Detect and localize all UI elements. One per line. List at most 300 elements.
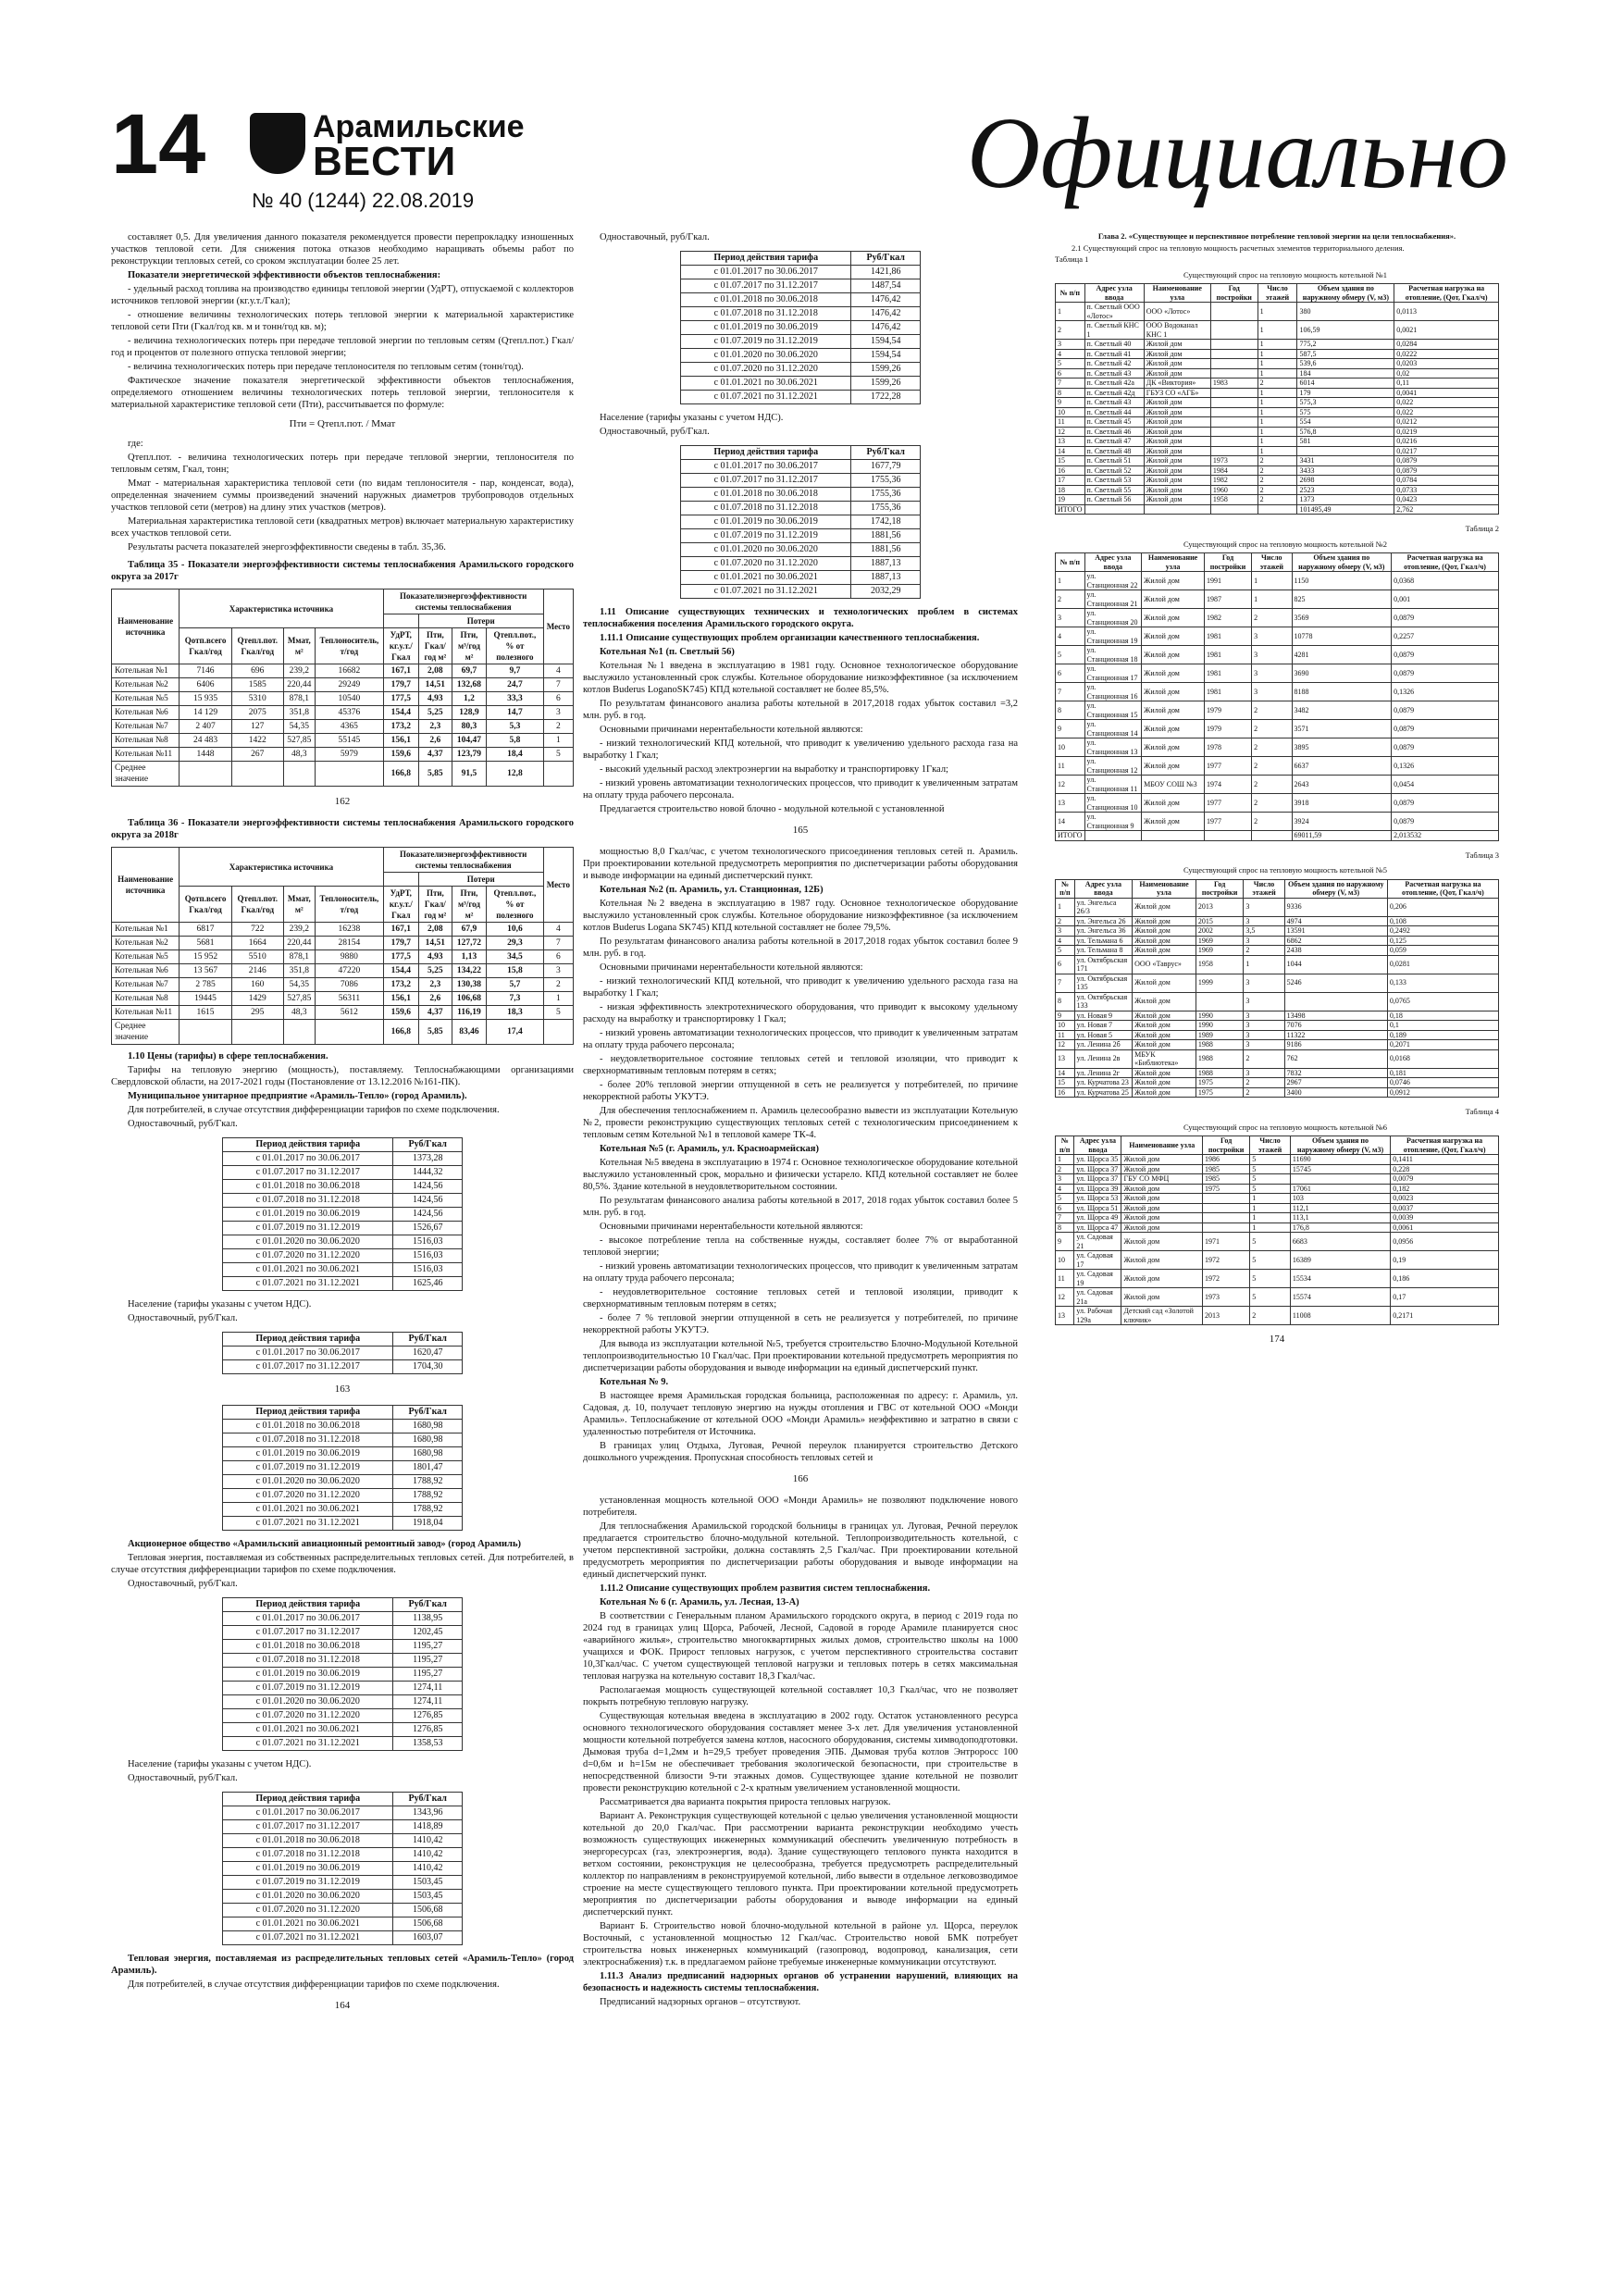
table-cell: Котельная №7: [112, 720, 180, 734]
table-cell: 1526,67: [393, 1222, 463, 1235]
table-cell: 7: [1056, 974, 1075, 992]
section-heading: 1.11.1 Описание существующих проблем организации качественного теплоснабжения.: [600, 633, 980, 643]
tariff-table: [222, 1792, 463, 1945]
table-cell: Жилой дом: [1144, 407, 1210, 417]
column-header: Период действия тарифа: [223, 1793, 393, 1806]
table-cell: ИТОГО: [1056, 831, 1085, 841]
table-cell: 0,0733: [1394, 485, 1499, 495]
table-row: [1056, 664, 1499, 683]
table-cell: 1: [543, 992, 573, 1006]
table-cell: 0,0217: [1394, 446, 1499, 456]
table-cell: 177,5: [383, 692, 418, 706]
tariff-table: [680, 251, 921, 404]
table-total-row: [1056, 504, 1499, 515]
table-row: [1056, 321, 1499, 340]
table-row: [223, 1347, 463, 1360]
table-cell: 1: [1258, 417, 1297, 428]
table-cell: 2523: [1297, 485, 1394, 495]
table-cell: 19445: [180, 992, 232, 1006]
table-cell: 576,8: [1297, 427, 1394, 437]
page-mark: 165: [792, 825, 809, 836]
column-header: Наименование узла: [1142, 553, 1205, 572]
table-row: [1056, 1030, 1499, 1040]
table-cell: [1258, 504, 1297, 515]
column-header: Наименование узла: [1133, 879, 1196, 898]
paragraph: установленная мощность котельной ООО «Монди Арамиль» не позволяют подключение нового потребителя.: [583, 1496, 1018, 1518]
table-cell: 0,125: [1387, 936, 1498, 946]
table-cell: 6817: [180, 923, 232, 937]
table-cell: 10: [1056, 407, 1085, 417]
table-cell: п. Светлый 51: [1084, 456, 1144, 466]
table-cell: ул. Тельмана 6: [1074, 936, 1132, 946]
table-cell: с 01.01.2020 по 30.06.2020: [223, 1890, 393, 1904]
table-row: [223, 1876, 463, 1890]
table-cell: 3: [1244, 1011, 1284, 1021]
table-cell: 2,762: [1394, 504, 1499, 515]
table-row: [112, 734, 574, 748]
newspaper-logo: [250, 107, 525, 191]
section-heading: 1.11.2 Описание существующих проблем развития систем теплоснабжения.: [600, 1583, 931, 1594]
table-cell: п. Светлый 42д: [1084, 388, 1144, 398]
table-cell: 0,0879: [1394, 456, 1499, 466]
table-row: [1056, 974, 1499, 992]
table-cell: 13 567: [180, 964, 232, 978]
table-row: [223, 1420, 463, 1433]
boiler-9-text-cont: [583, 1495, 1018, 1581]
column-header: Характеристика источника: [180, 590, 384, 628]
paragraph: Котельная №1 введена в эксплуатацию в 1981 году. Основное технологическое оборудование выслужило установленный срок службы. Котельное оборудование низкоэффективное (за исключением котлов Buderus LoganoSK745) КПД котельной составляет не более 85,5%.: [583, 661, 1018, 695]
tariff-table: [222, 1332, 463, 1374]
table-cell: Котельная №8: [112, 992, 180, 1006]
table-cell: Котельная №11: [112, 1006, 180, 1020]
table-cell: с 01.07.2021 по 31.12.2021: [223, 1517, 393, 1531]
table-cell: 2075: [231, 706, 283, 720]
table-cell: п. Светлый ООО «Лотос»: [1084, 303, 1144, 321]
column-header: Пти, м³/год м²: [452, 887, 486, 923]
table-cell: 11322: [1284, 1030, 1387, 1040]
table-36-caption: Таблица 36 - Показатели энергоэффективности системы теплоснабжения Арамильского городского округа за 2018г: [111, 818, 574, 840]
table-cell: 48,3: [283, 748, 315, 762]
table-row: [1056, 946, 1499, 956]
column-header: Руб/Гкал: [851, 252, 921, 266]
table-cell: 4,37: [418, 1006, 452, 1020]
table-cell: Жилой дом: [1142, 627, 1205, 646]
table-row: [223, 1180, 463, 1194]
table-cell: [1210, 437, 1258, 447]
table-cell: 9: [1056, 398, 1085, 408]
table-cell: 4: [1056, 1184, 1074, 1194]
table-cell: 12: [1056, 1040, 1075, 1050]
table-cell: ул. Щорса 37: [1074, 1164, 1121, 1174]
table-cell: 91,5: [452, 762, 486, 787]
table-cell: 154,4: [383, 706, 418, 720]
table-cell: 3: [1244, 1030, 1284, 1040]
table-cell: Котельная №6: [112, 706, 180, 720]
table-cell: 1603,07: [393, 1931, 463, 1945]
table-cell: 1979: [1204, 720, 1251, 738]
table-cell: 56311: [316, 992, 384, 1006]
page-mark: 166: [792, 1473, 809, 1484]
table-cell: ул. Станционная 16: [1084, 683, 1142, 701]
table-cell: 0,022: [1394, 398, 1499, 408]
column-header: Пти, м³/год м²: [452, 628, 486, 664]
table-row: [1056, 1307, 1499, 1325]
table-cell: ул. Ленина 2в: [1074, 1049, 1132, 1068]
table-cell: Жилой дом: [1121, 1203, 1203, 1213]
table-cell: 4365: [316, 720, 384, 734]
paragraph: Фактическое значение показателя энергетической эффективности объектов теплоснабжения, определяемого отношением величины технологических потерь тепловой энергии, теплоносителя к материальной характеристике тепловой сети (Пти), рассчитывается по формуле:: [111, 376, 574, 410]
column-header: Расчетная нагрузка на отопление, (Qот, Гкал/ч): [1394, 284, 1499, 303]
table-cell: 3924: [1292, 813, 1392, 831]
table-cell: Жилой дом: [1144, 476, 1210, 486]
column-header: Qтепл.пот. Гкал/год: [231, 887, 283, 923]
table-row: [223, 1640, 463, 1654]
table-cell: 29,3: [487, 937, 544, 950]
table-cell: [1142, 831, 1205, 841]
table-cell: ул. Щорса 51: [1074, 1203, 1121, 1213]
table-cell: 3: [1252, 664, 1292, 683]
tariff-table: [222, 1597, 463, 1751]
table-cell: 11: [1056, 1270, 1074, 1288]
table-row: [681, 515, 921, 529]
table-cell: ул. Садовая 17: [1074, 1251, 1121, 1270]
table-cell: 1973: [1210, 456, 1258, 466]
table-cell: 3,5: [1244, 926, 1284, 937]
paragraph: Одноставочный, руб/Гкал.: [128, 1313, 238, 1323]
paragraph: Рассматривается два варианта покрытия прироста тепловых нагрузок.: [600, 1797, 891, 1807]
table-cell: 10: [1056, 1021, 1075, 1031]
table-cell: 14,7: [487, 706, 544, 720]
table-cell: 2: [1056, 916, 1075, 926]
table-cell: 5,85: [418, 762, 452, 787]
table-cell: 0,186: [1391, 1270, 1499, 1288]
table-cell: 1704,30: [393, 1360, 463, 1374]
table-cell: с 01.01.2020 по 30.06.2020: [223, 1235, 393, 1249]
paragraph: В настоящее время Арамильская городская больница, расположенная по адресу: г. Арамиль, ул. Садовая, д. 10, получает тепловую энергию на нужды отопления и ГВС от котельной ООО «Монди Арамиль». Теплоснабжение от котельной ООО «Монди Арамиль» неэффективно и затратно в связи с удаленностью потребителя от Источника.: [583, 1391, 1018, 1437]
table-cell: 0,0879: [1394, 465, 1499, 476]
table-cell: Жилой дом: [1144, 417, 1210, 428]
table-cell: [316, 1020, 384, 1045]
table-cell: 1986: [1203, 1155, 1250, 1165]
table-cell: 0,0746: [1387, 1078, 1498, 1088]
table-cell: с 01.01.2019 по 30.06.2019: [223, 1668, 393, 1682]
table-cell: 267: [231, 748, 283, 762]
column-header: Объем здания по наружному обмеру (V, м3): [1297, 284, 1394, 303]
table-cell: с 01.01.2017 по 30.06.2017: [681, 266, 851, 279]
table-cell: 15,8: [487, 964, 544, 978]
table-cell: с 01.01.2019 по 30.06.2019: [223, 1862, 393, 1876]
table-cell: 0,0423: [1394, 495, 1499, 505]
table-cell: [1210, 417, 1258, 428]
table-cell: 1506,68: [393, 1904, 463, 1917]
column-header: Период действия тарифа: [223, 1138, 393, 1152]
table-cell: 3: [1056, 609, 1085, 627]
table-cell: 3: [1252, 646, 1292, 664]
table-row: [1056, 1078, 1499, 1088]
column-header: Наименование источника: [112, 590, 180, 664]
table-row: [112, 678, 574, 692]
table-cell: п. Светлый 47: [1084, 437, 1144, 447]
table-cell: 10: [1056, 1251, 1074, 1270]
table-cell: 156,1: [383, 734, 418, 748]
table-cell: с 01.07.2020 по 31.12.2020: [681, 557, 851, 571]
table-cell: 11: [1056, 757, 1085, 776]
table-cell: 128,9: [452, 706, 486, 720]
table-cell: 4,93: [418, 950, 452, 964]
column-header: Mмат, м²: [283, 628, 315, 664]
table-row: [223, 1709, 463, 1723]
table-cell: 1: [1258, 427, 1297, 437]
table-cell: 5,25: [418, 706, 452, 720]
table-cell: 2: [1252, 701, 1292, 720]
table-cell: 0,0879: [1392, 720, 1499, 738]
column-header: Теплоноситель, т/год: [316, 628, 384, 664]
table-cell: [1144, 504, 1210, 515]
table-cell: 0,0284: [1394, 340, 1499, 350]
table-cell: 0,228: [1391, 1164, 1499, 1174]
table-cell: 5: [1250, 1174, 1291, 1185]
table-cell: Котельная №7: [112, 978, 180, 992]
table-row: [1056, 359, 1499, 369]
table-cell: ДК «Виктория»: [1144, 379, 1210, 389]
table-cell: 5612: [316, 1006, 384, 1020]
paragraph: - отношение величины технологических потерь тепловой энергии к материальной характеристике тепловой сети Пти (Гкал/год кв. м и тонн/год кв. м);: [111, 310, 574, 332]
table-cell: 4: [1056, 627, 1085, 646]
table-cell: 1599,26: [851, 377, 921, 391]
table-cell: 1: [1252, 590, 1292, 609]
paragraph: Для обеспечения теплоснабжением п. Арамиль целесообразно вывести из эксплуатации Котельную №2, провести реконструкцию существующих тепловых сетей с технологическим присоединением к тепловым сетям Котельной №1 в тепловой камере ТК-4.: [583, 1106, 1018, 1140]
table-cell: Котельная №1: [112, 664, 180, 678]
table-cell: с 01.07.2019 по 31.12.2019: [223, 1876, 393, 1890]
table-row: [1056, 916, 1499, 926]
table-cell: 2: [1258, 485, 1297, 495]
paragraph: - низкий технологический КПД котельной, что приводит к увеличению удельного расхода газа на выработку 1 Гкал;: [583, 738, 1018, 761]
table-cell: 5,3: [487, 720, 544, 734]
table-cell: [1210, 349, 1258, 359]
table-cell: 0,133: [1387, 974, 1498, 992]
table-row: [1056, 1174, 1499, 1185]
table-row: [223, 1806, 463, 1820]
table-cell: 0,022: [1394, 407, 1499, 417]
table-cell: Жилой дом: [1142, 683, 1205, 701]
table-cell: с 01.07.2018 по 31.12.2018: [223, 1654, 393, 1668]
paragraph: - низкий уровень автоматизации технологических процессов, что приводит к увеличенным затратам на оплату труда рабочего персонала.: [583, 778, 1018, 800]
table-cell: ул. Станционная 9: [1084, 813, 1142, 831]
table-cell: 1680,98: [393, 1433, 463, 1447]
table-cell: 1615: [180, 1006, 232, 1020]
definitions-list: [111, 452, 574, 553]
table-cell: 1274,11: [393, 1682, 463, 1695]
column-header: Расчетная нагрузка на отопление, (Qот, Гкал/ч): [1387, 879, 1498, 898]
paragraph: где:: [128, 439, 143, 449]
table-cell: 2015: [1196, 916, 1244, 926]
table-cell: 123,79: [452, 748, 486, 762]
table-title: Существующий спрос на тепловую мощность котельной №6: [1183, 1122, 1388, 1132]
table-cell: 1958: [1196, 955, 1244, 974]
table-cell: 2438: [1284, 946, 1387, 956]
table-cell: с 01.07.2019 по 31.12.2019: [681, 335, 851, 349]
table-row: [1056, 476, 1499, 486]
paragraph: - низкий уровень автоматизации технологических процессов, что приводит к увеличенным затратам на оплату труда рабочего персонала;: [583, 1261, 1018, 1284]
table-cell: 0,0879: [1392, 738, 1499, 757]
table-cell: Жилой дом: [1142, 757, 1205, 776]
boiler-5-text: [583, 1157, 1018, 1374]
paragraph: - высокое потребление тепла на собственные нужды, составляет более 7% от выработанной тепловой энергии;: [583, 1235, 1018, 1258]
table-cell: 1: [1056, 572, 1085, 590]
column-header: Руб/Гкал: [393, 1406, 463, 1420]
paragraph: - величина технологических потерь при передаче тепловой энергии по тепловым сетям (Qтепл.пот.) Гкал/год и процентов от полезного отпуска тепловой энергии;: [111, 336, 574, 358]
table-cell: 1: [1258, 321, 1297, 340]
paragraph: - низкая эффективность электротехнического оборудования, что приводит к высокому удельному расходу на выработку и транспортировку 1 Гкал;: [583, 1002, 1018, 1024]
table-cell: 2: [1252, 776, 1292, 794]
table-cell: 0,0222: [1394, 349, 1499, 359]
table-cell: 220,44: [283, 678, 315, 692]
table-cell: [1210, 368, 1258, 379]
table-cell: 1755,36: [851, 474, 921, 488]
column-header: Число этажей: [1252, 553, 1292, 572]
table-cell: с 01.01.2018 по 30.06.2018: [681, 488, 851, 502]
table-cell: Жилой дом: [1133, 1087, 1196, 1098]
paragraph: Для теплоснабжения Арамильской городской больницы в границах ул. Луговая, Речной переулок предлагается строительство блочно-модульной котельной. Теплопроизводительность котельной, с учетом перспективной застройки, должна составлять 2,5 Гкал/час. При проектировании котельной предусмотреть мероприятия по диспетчеризации работы оборудования и выводе информации на единый диспетчерский пункт.: [583, 1521, 1018, 1580]
table-cell: ул. Щорса 47: [1074, 1222, 1121, 1233]
section-heading: 1.11 Описание существующих технических и технологических проблем в системах теплоснабжения поселения Арамильского городского округа.: [583, 607, 1018, 629]
table-cell: 220,44: [283, 937, 315, 950]
table-cell: Жилой дом: [1142, 794, 1205, 813]
table-cell: МБУК «Библиотека»: [1133, 1049, 1196, 1068]
table-cell: Жилой дом: [1121, 1213, 1203, 1223]
table-cell: 1958: [1210, 495, 1258, 505]
table-cell: Детский сад «Золотой ключик»: [1121, 1307, 1203, 1325]
table-cell: 2: [1056, 1164, 1074, 1174]
table-caption: Таблица 1: [1055, 254, 1089, 264]
table-cell: 1988: [1196, 1068, 1244, 1078]
table-cell: 15: [1056, 456, 1085, 466]
column-3: [1055, 231, 1499, 1354]
table-cell: с 01.01.2021 по 30.06.2021: [223, 1917, 393, 1931]
table-row: [681, 279, 921, 293]
table-cell: Котельная №2: [112, 937, 180, 950]
table-cell: 5681: [180, 937, 232, 950]
table-cell: [1210, 446, 1258, 456]
table-cell: 12: [1056, 776, 1085, 794]
table-cell: 6: [1056, 664, 1085, 683]
table-cell: Жилой дом: [1133, 946, 1196, 956]
table-row: [1056, 417, 1499, 428]
table-cell: 1585: [231, 678, 283, 692]
table-cell: 1343,96: [393, 1806, 463, 1820]
table-cell: 2,3: [418, 978, 452, 992]
table-cell: Жилой дом: [1121, 1233, 1203, 1251]
table-header-row: [112, 848, 574, 873]
table-cell: 1977: [1204, 813, 1251, 831]
table-cell: ООО «Лотос»: [1144, 303, 1210, 321]
table-row: [1056, 427, 1499, 437]
table-cell: 1503,45: [393, 1876, 463, 1890]
table-cell: Котельная №6: [112, 964, 180, 978]
table-cell: ул. Станционная 13: [1084, 738, 1142, 757]
coat-of-arms-icon: [250, 113, 305, 174]
table-cell: [1084, 831, 1142, 841]
table-cell: 1887,13: [851, 557, 921, 571]
table-cell: 5: [543, 748, 573, 762]
table-row: [1056, 1087, 1499, 1098]
table-cell: 13: [1056, 437, 1085, 447]
table-cell: 0,0079: [1391, 1174, 1499, 1185]
table-cell: ул. Рабочая 129а: [1074, 1307, 1121, 1325]
paragraph: - более 7 % тепловой энергии отпущенной в сеть не реализуется у потребителей, по причине некорректной работы УКУТЭ.: [583, 1313, 1018, 1335]
table-cell: 2,3: [418, 720, 452, 734]
table-cell: с 01.07.2020 по 31.12.2020: [223, 1709, 393, 1723]
table-cell: ул. Ленина 2г: [1074, 1068, 1132, 1078]
table-row: [223, 1820, 463, 1834]
table-cell: 10778: [1292, 627, 1392, 646]
table-header-row: [1056, 553, 1499, 572]
table-row: [1056, 1251, 1499, 1270]
paragraph: - высокий удельный расход электроэнергии на выработку и транспортировку 1Гкал;: [600, 764, 948, 775]
table-row: [223, 1263, 463, 1277]
table-cell: 0,1: [1387, 1021, 1498, 1031]
table-row: [681, 585, 921, 599]
consumption-table-4: [1055, 1136, 1499, 1325]
table-cell: 1: [1258, 359, 1297, 369]
table-cell: 5: [1250, 1288, 1291, 1307]
table-cell: 5510: [231, 950, 283, 964]
table-row: [1056, 485, 1499, 495]
table-cell: 6: [543, 692, 573, 706]
table-cell: 2013: [1196, 898, 1244, 916]
table-cell: 2: [1056, 321, 1085, 340]
table-row: [1056, 757, 1499, 776]
table-cell: 5: [1250, 1251, 1291, 1270]
table-cell: 1429: [231, 992, 283, 1006]
table-cell: 3: [1244, 1040, 1284, 1050]
column-header: Теплоноситель, т/год: [316, 887, 384, 923]
table-cell: 878,1: [283, 692, 315, 706]
table-cell: 5310: [231, 692, 283, 706]
table-row: [1056, 1021, 1499, 1031]
table-cell: 1444,32: [393, 1166, 463, 1180]
table-cell: с 01.01.2019 по 30.06.2019: [223, 1447, 393, 1461]
table-cell: с 01.01.2019 по 30.06.2019: [223, 1208, 393, 1222]
table-cell: Котельная №5: [112, 950, 180, 964]
column-header: Адрес узла ввода: [1074, 879, 1132, 898]
table-cell: с 01.01.2020 по 30.06.2020: [681, 543, 851, 557]
table-cell: ул. Курчатова 23: [1074, 1078, 1132, 1088]
table-cell: [1210, 340, 1258, 350]
table-row: [223, 1447, 463, 1461]
column-header: Qотп.всего Гкал/год: [180, 887, 232, 923]
table-cell: 1,13: [452, 950, 486, 964]
table-row: [681, 293, 921, 307]
table-cell: 8188: [1292, 683, 1392, 701]
table-cell: 184: [1297, 368, 1394, 379]
table-cell: [1210, 398, 1258, 408]
table-cell: с 01.07.2021 по 31.12.2021: [681, 585, 851, 599]
table-cell: ул. Тельмана 8: [1074, 946, 1132, 956]
paragraph: Основными причинами нерентабельности котельной являются:: [600, 962, 863, 973]
table-header-row: [223, 1598, 463, 1612]
table-cell: 1975: [1196, 1078, 1244, 1088]
table-cell: 15: [1056, 1078, 1075, 1088]
table-cell: 177,5: [383, 950, 418, 964]
table-cell: 6683: [1290, 1233, 1390, 1251]
table-cell: ООО «Таврус»: [1133, 955, 1196, 974]
table-cell: 1422: [231, 734, 283, 748]
table-row: [112, 692, 574, 706]
table-cell: Жилой дом: [1133, 936, 1196, 946]
table-cell: 0,0912: [1387, 1087, 1498, 1098]
table-cell: 14 129: [180, 706, 232, 720]
